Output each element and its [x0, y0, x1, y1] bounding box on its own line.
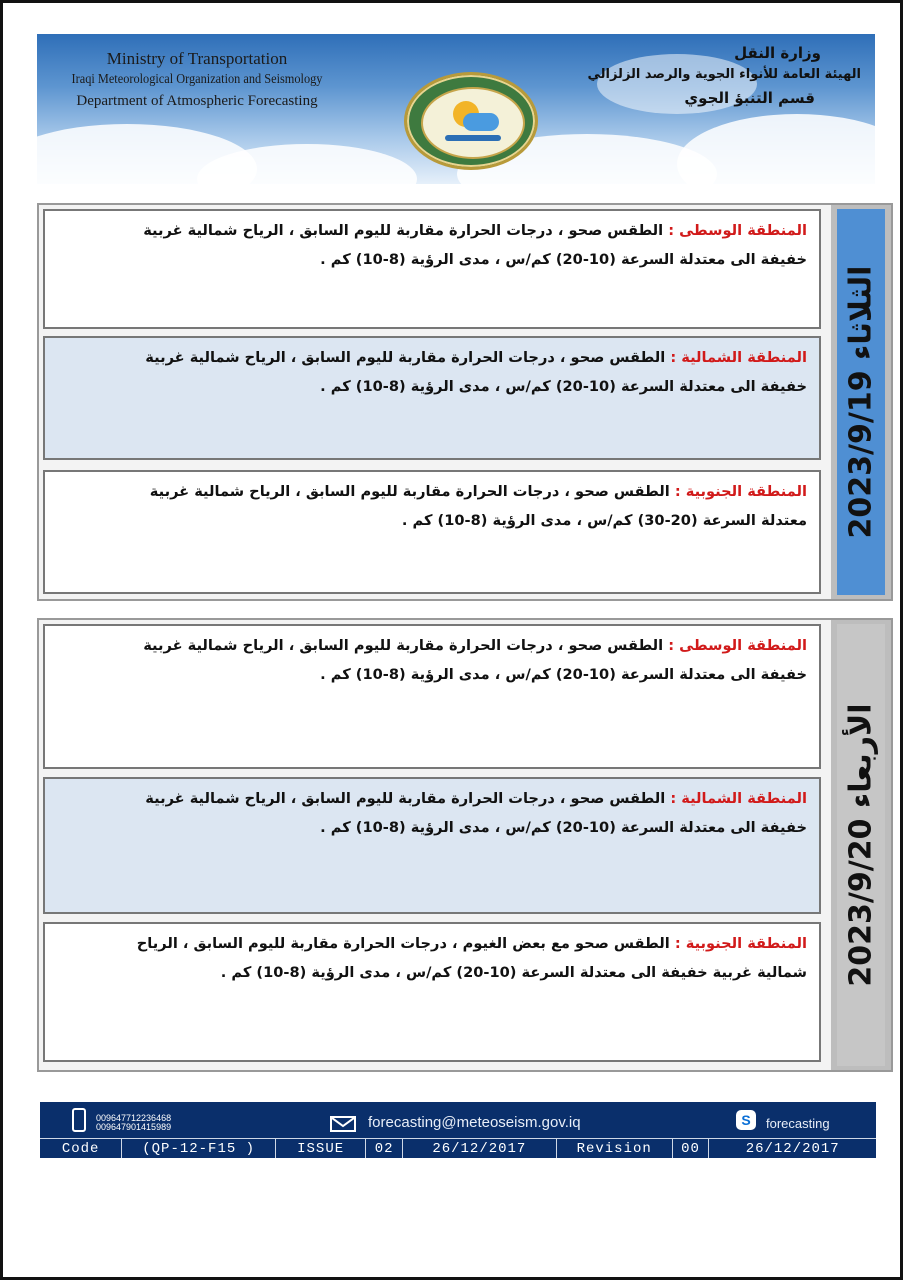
phone-number-1: 009647712236468: [96, 1113, 172, 1123]
day-section-wednesday: [37, 618, 893, 1072]
day-section-tuesday: [37, 203, 893, 601]
forecast-text-line1: الطقس صحو ، درجات الحرارة مقاربة لليوم السابق ، الرياح شمالية غربية: [143, 637, 669, 654]
skype-handle[interactable]: forecasting: [766, 1116, 830, 1131]
region-label: المنطقة الشمالية :: [670, 790, 807, 807]
forecast-text-line1: الطقس صحو ، درجات الحرارة مقاربة لليوم السابق ، الرياح شمالية غربية: [149, 483, 675, 500]
day-label: الأربعاء 2023/9/20: [843, 703, 879, 987]
logo-emblem: [404, 72, 538, 170]
region-label: المنطقة الجنوبية :: [674, 935, 807, 952]
ministry-name-ar: وزارة النقل: [734, 44, 821, 62]
forecast-text-line1: الطقس صحو ، درجات الحرارة مقاربة لليوم السابق ، الرياح شمالية غربية: [143, 222, 669, 239]
code-value: (QP-12-F15 ): [122, 1139, 276, 1158]
department-name-ar: قسم التنبؤ الجوي: [684, 89, 815, 107]
footer-bar: [40, 1102, 876, 1158]
day-label: الثلاثاء 2023/9/19: [843, 265, 879, 539]
forecast-box-north: [43, 777, 821, 914]
phone-numbers: [96, 1114, 171, 1132]
email-link[interactable]: forecasting@meteoseism.gov.iq: [368, 1114, 581, 1131]
forecast-box-north: [43, 336, 821, 460]
department-name-en: Department of Atmospheric Forecasting: [76, 93, 318, 109]
forecast-text-line1: الطقس صحو ، درجات الحرارة مقاربة لليوم السابق ، الرياح شمالية غربية: [145, 349, 671, 366]
forecast-text-line1: الطقس صحو مع بعض الغيوم ، درجات الحرارة مقاربة لليوم السابق ، الرياح: [136, 935, 675, 952]
forecast-box-central: [43, 624, 821, 769]
forecast-text-line2: خفيفة الى معتدلة السرعة (10-20) كم/س ، مدى الرؤية (8-10) كم .: [320, 819, 807, 836]
document-code-row: [40, 1138, 876, 1158]
forecast-text-line2: خفيفة الى معتدلة السرعة (10-20) كم/س ، مدى الرؤية (8-10) كم .: [320, 378, 807, 395]
header-banner: [37, 34, 875, 184]
forecast-text-line1: الطقس صحو ، درجات الحرارة مقاربة لليوم السابق ، الرياح شمالية غربية: [145, 790, 671, 807]
code-label: Code: [40, 1139, 122, 1158]
header-arabic: [541, 42, 861, 110]
forecast-box-south: [43, 922, 821, 1062]
issue-number: 02: [366, 1139, 403, 1158]
mail-icon: [330, 1116, 356, 1132]
region-label: المنطقة الوسطى :: [668, 222, 807, 239]
forecast-text-line2: خفيفة الى معتدلة السرعة (10-20) كم/س ، مدى الرؤية (8-10) كم .: [320, 666, 807, 683]
revision-date: 26/12/2017: [745, 1141, 840, 1157]
organization-name-ar: الهيئة العامة للأنواء الجوية والرصد الزلزالي: [587, 67, 861, 82]
phone-icon: [72, 1108, 86, 1132]
forecast-text-line2: خفيفة الى معتدلة السرعة (10-20) كم/س ، مدى الرؤية (8-10) كم .: [320, 251, 807, 268]
forecast-box-south: [43, 470, 821, 594]
ministry-name-en: Ministry of Transportation: [106, 49, 288, 68]
region-label: المنطقة الشمالية :: [670, 349, 807, 366]
revision-label: Revision: [557, 1139, 673, 1158]
organization-name-en: Iraqi Meteorological Organization and Seismology: [71, 72, 323, 87]
forecast-box-central: [43, 209, 821, 329]
issue-label: ISSUE: [276, 1139, 366, 1158]
phone-number-2: 009647901415989: [96, 1122, 172, 1132]
day-side-tab: [831, 205, 891, 599]
region-label: المنطقة الوسطى :: [668, 637, 807, 654]
forecast-text-line2: شمالية غربية خفيفة الى معتدلة السرعة (10-20) كم/س ، مدى الرؤية (8-10) كم .: [220, 964, 807, 981]
revision-number: 00: [673, 1139, 710, 1158]
forecast-text-line2: معتدلة السرعة (20-30) كم/س ، مدى الرؤية (8-10) كم .: [401, 512, 807, 529]
skype-icon: S: [736, 1110, 756, 1130]
header-english: [47, 48, 347, 112]
issue-date: 26/12/2017: [403, 1139, 557, 1158]
day-side-tab: [831, 620, 891, 1070]
region-label: المنطقة الجنوبية :: [674, 483, 807, 500]
